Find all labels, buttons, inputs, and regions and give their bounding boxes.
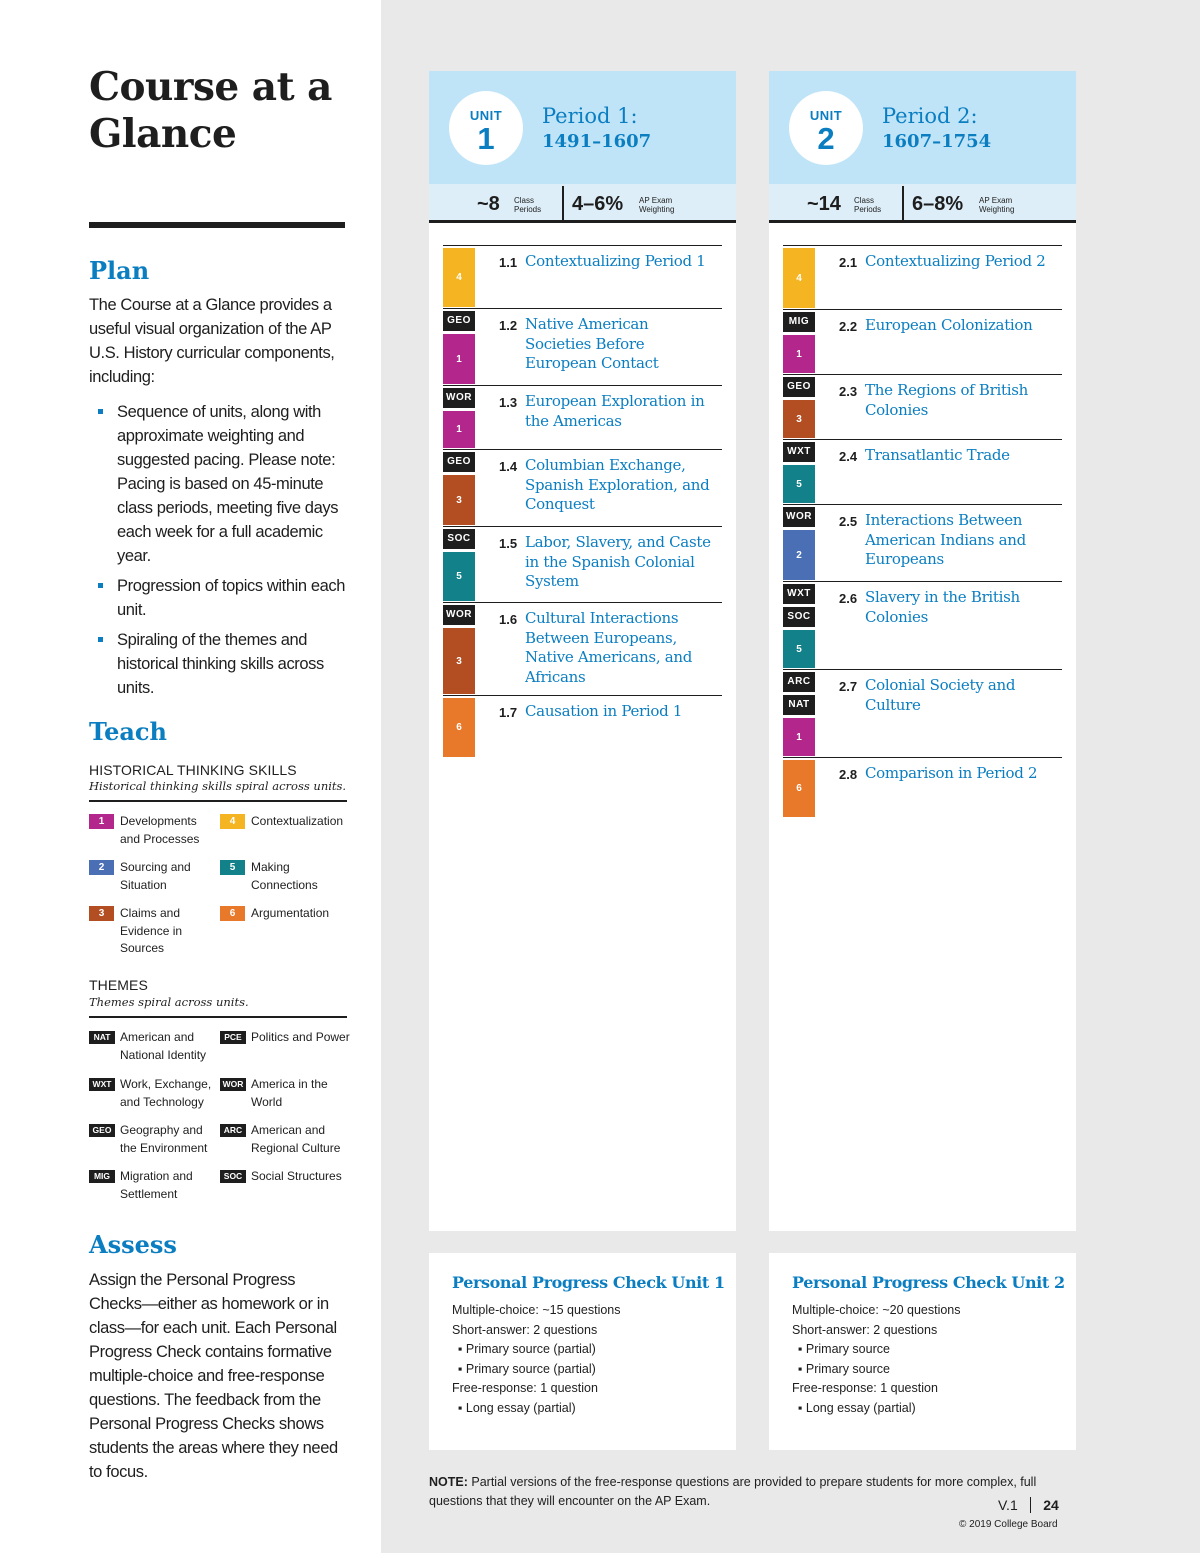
exam-weighting-label: AP Exam Weighting	[639, 196, 675, 214]
topic-row	[783, 310, 1062, 375]
period-title: Period 1:	[542, 104, 638, 128]
themes-heading: THEMES	[89, 977, 148, 993]
exam-weighting: 4–6%	[572, 193, 624, 215]
left-column	[0, 0, 381, 1553]
plan-bullets	[97, 400, 352, 706]
topic-number: 2.4	[839, 449, 858, 464]
skill-label: Making Connections	[251, 860, 318, 892]
topic-chips	[783, 310, 815, 374]
theme-tag: ARC	[220, 1124, 246, 1137]
theme-tag: PCE	[220, 1031, 246, 1044]
progress-check-line: Free-response: 1 question	[792, 1381, 938, 1395]
progress-check-line: Multiple-choice: ~20 questions	[792, 1303, 961, 1317]
progress-check-line: Multiple-choice: ~15 questions	[452, 1303, 621, 1317]
theme-tag: WXT	[89, 1078, 115, 1091]
period-dates: 1491–1607	[542, 131, 652, 152]
theme-chip: SOC	[783, 607, 815, 627]
progress-check-line: ▪ Long essay (partial)	[798, 1400, 916, 1415]
theme-label: American and National Identity	[120, 1030, 207, 1062]
topic-name: Slavery in the British Colonies	[865, 588, 1020, 626]
topic-row	[783, 246, 1062, 310]
skill-chip: 4	[443, 248, 475, 307]
progress-check-line: ▪ Primary source (partial)	[458, 1361, 596, 1376]
assess-text: Assign the Personal Progress Checks—either as homework or in class—for each unit. Each Personal Progress Check contains formative multiple-choice and free-response questions. The feedback from the Personal Progress Checks shows students the areas where they need to focus.	[89, 1271, 338, 1481]
progress-check-line: Free-response: 1 question	[452, 1381, 598, 1395]
progress-check-line: ▪ Primary source (partial)	[458, 1342, 596, 1356]
skill-chip: 3	[783, 400, 815, 438]
teach-heading: Teach	[89, 717, 167, 746]
topic-name: Causation in Period 1	[525, 702, 683, 720]
skill-chip: 3	[443, 628, 475, 694]
topic-number: 1.1	[499, 255, 518, 270]
progress-check-line: Short-answer: 2 questions	[452, 1322, 598, 1337]
topic-number: 1.4	[499, 459, 518, 474]
unit-label: UNIT	[809, 108, 843, 123]
note-text: Partial versions of the free-response questions are provided to prepare students for more complex, full questions that they will encounter on the AP Exam.	[429, 1475, 1037, 1508]
unit-badge	[789, 91, 863, 165]
topic-chips	[443, 696, 475, 758]
progress-check-title: Personal Progress Check Unit 2	[792, 1273, 1065, 1292]
skill-label: Contextualization	[251, 814, 344, 828]
topic-row	[443, 696, 722, 758]
theme-label: Social Structures	[251, 1169, 342, 1183]
topic-list	[443, 245, 722, 758]
period-title: Period 2:	[882, 104, 978, 128]
topic-name: Comparison in Period 2	[865, 764, 1038, 782]
skill-chip: 6	[783, 760, 815, 817]
topic-chips	[783, 440, 815, 504]
skill-label: Developments and Processes	[120, 814, 200, 846]
skill-swatch: 2	[89, 860, 114, 875]
topic-number: 2.1	[839, 255, 858, 270]
topic-row	[443, 450, 722, 527]
plan-bullet: Sequence of units, along with approximate weighting and suggested pacing. Please note: Pacing is based on 45-minute class periods, meeting five days each week for a full academic year.	[97, 400, 352, 568]
theme-chip: WXT	[783, 442, 815, 462]
topic-number: 2.7	[839, 679, 858, 694]
skills-rule	[89, 800, 347, 802]
unit-card	[429, 71, 736, 1231]
skill-swatch: 5	[220, 860, 245, 875]
exam-weighting-label: AP Exam Weighting	[979, 196, 1015, 214]
theme-chip: NAT	[783, 695, 815, 715]
theme-chip: MIG	[783, 312, 815, 332]
note	[429, 1473, 1079, 1511]
progress-check-card	[769, 1253, 1076, 1450]
skill-chip: 1	[443, 411, 475, 448]
unit-number: 2	[817, 121, 835, 156]
progress-check-line: ▪ Primary source	[798, 1361, 890, 1376]
topic-chips	[783, 246, 815, 309]
topic-name: European Exploration in the Americas	[525, 392, 705, 430]
copyright: © 2019 College Board	[959, 1519, 1058, 1530]
stats-divider	[902, 186, 904, 221]
skill-label: Sourcing and Situation	[120, 860, 191, 892]
topic-number: 1.6	[499, 612, 518, 627]
plan-intro: The Course at a Glance provides a useful visual organization of the AP U.S. History curricular components, including:	[89, 296, 335, 386]
topic-chips	[783, 670, 815, 757]
topic-name: Transatlantic Trade	[865, 446, 1010, 464]
page-info	[998, 1497, 1059, 1513]
topic-chips	[783, 758, 815, 818]
topic-number: 2.6	[839, 591, 858, 606]
page-title: Course at a Glance	[89, 64, 332, 157]
topic-row	[443, 603, 722, 696]
plan-bullet: Progression of topics within each unit.	[97, 574, 352, 622]
topic-number: 1.5	[499, 536, 518, 551]
unit-stats	[429, 184, 736, 223]
skill-swatch: 6	[220, 906, 245, 921]
topic-list	[783, 245, 1062, 818]
topic-chips	[783, 375, 815, 439]
theme-tag: NAT	[89, 1031, 115, 1044]
theme-chip: WOR	[443, 388, 475, 408]
skill-chip: 3	[443, 475, 475, 525]
skill-chip: 5	[783, 465, 815, 503]
progress-check-line: ▪ Primary source	[798, 1342, 890, 1356]
note-label: NOTE:	[429, 1475, 468, 1489]
skill-swatch: 3	[89, 906, 114, 921]
units-panel	[381, 0, 1200, 1553]
topic-name: The Regions of British Colonies	[865, 381, 1028, 419]
topic-row	[443, 246, 722, 309]
topic-name: Contextualizing Period 2	[865, 252, 1046, 270]
theme-label: Geography and the Environment	[120, 1123, 208, 1155]
topic-name: European Colonization	[865, 316, 1033, 334]
topic-number: 2.5	[839, 514, 858, 529]
topic-row	[443, 386, 722, 450]
progress-check-lines	[452, 1301, 722, 1418]
topic-number: 1.3	[499, 395, 518, 410]
topic-number: 2.8	[839, 767, 858, 782]
unit-header	[429, 71, 736, 184]
exam-weighting: 6–8%	[912, 193, 964, 215]
topic-row	[783, 758, 1062, 818]
topic-row	[783, 670, 1062, 758]
topic-name: Interactions Between American Indians and Europeans	[865, 511, 1026, 568]
progress-check-line: ▪ Long essay (partial)	[458, 1400, 576, 1415]
skill-chip: 2	[783, 530, 815, 580]
topic-chips	[443, 386, 475, 449]
topic-chips	[783, 582, 815, 669]
topic-name: Native American Societies Before European Contact	[525, 315, 659, 372]
theme-chip: ARC	[783, 672, 815, 692]
skill-label: Argumentation	[251, 906, 330, 920]
assess-heading: Assess	[89, 1230, 177, 1259]
themes-subheading: Themes spiral across units.	[89, 995, 249, 1009]
topic-number: 1.7	[499, 705, 518, 720]
theme-chip: WOR	[783, 507, 815, 527]
skill-label: Claims and Evidence in Sources	[120, 906, 183, 955]
theme-chip: GEO	[783, 377, 815, 397]
plan-bullet: Spiraling of the themes and historical thinking skills across units.	[97, 628, 352, 700]
topic-row	[783, 375, 1062, 440]
theme-chip: GEO	[443, 311, 475, 331]
theme-tag: MIG	[89, 1170, 115, 1183]
skill-chip: 5	[443, 552, 475, 601]
theme-label: Work, Exchange, and Technology	[120, 1077, 212, 1109]
topic-number: 2.2	[839, 319, 858, 334]
theme-tag: GEO	[89, 1124, 115, 1137]
topic-name: Contextualizing Period 1	[525, 252, 706, 270]
bullet-icon	[98, 409, 103, 414]
theme-chip: SOC	[443, 529, 475, 549]
plan-heading: Plan	[89, 256, 150, 285]
unit-card	[769, 71, 1076, 1231]
class-periods-label: Class Periods	[854, 196, 882, 214]
topic-name: Cultural Interactions Between Europeans, Native Americans, and Africans	[525, 609, 693, 686]
unit-stats	[769, 184, 1076, 223]
separator	[1030, 1497, 1032, 1513]
theme-label: Migration and Settlement	[120, 1169, 193, 1201]
topic-row	[443, 309, 722, 386]
topic-row	[783, 505, 1062, 582]
unit-header	[769, 71, 1076, 184]
theme-tag: WOR	[220, 1078, 246, 1091]
theme-label: America in the World	[251, 1077, 328, 1109]
topic-chips	[443, 527, 475, 602]
topic-number: 1.2	[499, 318, 518, 333]
topic-row	[783, 440, 1062, 505]
skill-chip: 1	[783, 335, 815, 373]
progress-check-line: Short-answer: 2 questions	[792, 1322, 938, 1337]
stats-divider	[562, 186, 564, 221]
topic-number: 2.3	[839, 384, 858, 399]
skill-swatch: 1	[89, 814, 114, 829]
bullet-icon	[98, 583, 103, 588]
theme-chip: WOR	[443, 605, 475, 625]
class-periods-label: Class Periods	[514, 196, 542, 214]
skills-subheading: Historical thinking skills spiral across units.	[89, 779, 347, 793]
skill-chip: 4	[783, 248, 815, 308]
progress-check-card	[429, 1253, 736, 1450]
topic-chips	[443, 450, 475, 526]
progress-check-title: Personal Progress Check Unit 1	[452, 1273, 725, 1292]
skill-chip: 1	[783, 718, 815, 756]
topic-chips	[783, 505, 815, 581]
theme-tag: SOC	[220, 1170, 246, 1183]
unit-number: 1	[477, 121, 495, 156]
skills-heading: HISTORICAL THINKING SKILLS	[89, 762, 297, 778]
page-number: 24	[1043, 1497, 1059, 1513]
period-dates: 1607–1754	[882, 131, 992, 152]
theme-label: Politics and Power	[251, 1030, 350, 1044]
bullet-icon	[98, 637, 103, 642]
title-rule	[89, 222, 345, 228]
topic-name: Columbian Exchange, Spanish Exploration, and Conquest	[525, 456, 710, 513]
theme-label: American and Regional Culture	[251, 1123, 341, 1155]
progress-check-lines	[792, 1301, 1062, 1418]
class-periods: ~14	[807, 193, 841, 215]
topic-chips	[443, 309, 475, 385]
topic-chips	[443, 246, 475, 308]
skill-swatch: 4	[220, 814, 245, 829]
topic-chips	[443, 603, 475, 695]
themes-rule	[89, 1016, 347, 1018]
skill-chip: 6	[443, 698, 475, 757]
theme-chip: WXT	[783, 584, 815, 604]
theme-chip: GEO	[443, 452, 475, 472]
unit-label: UNIT	[469, 108, 503, 123]
topic-row	[443, 527, 722, 603]
class-periods: ~8	[477, 193, 500, 215]
topic-name: Colonial Society and Culture	[865, 676, 1016, 714]
unit-badge	[449, 91, 523, 165]
topic-row	[783, 582, 1062, 670]
version: V.1	[998, 1497, 1018, 1513]
skill-chip: 1	[443, 334, 475, 384]
topic-name: Labor, Slavery, and Caste in the Spanish Colonial System	[525, 533, 711, 590]
skill-chip: 5	[783, 630, 815, 668]
